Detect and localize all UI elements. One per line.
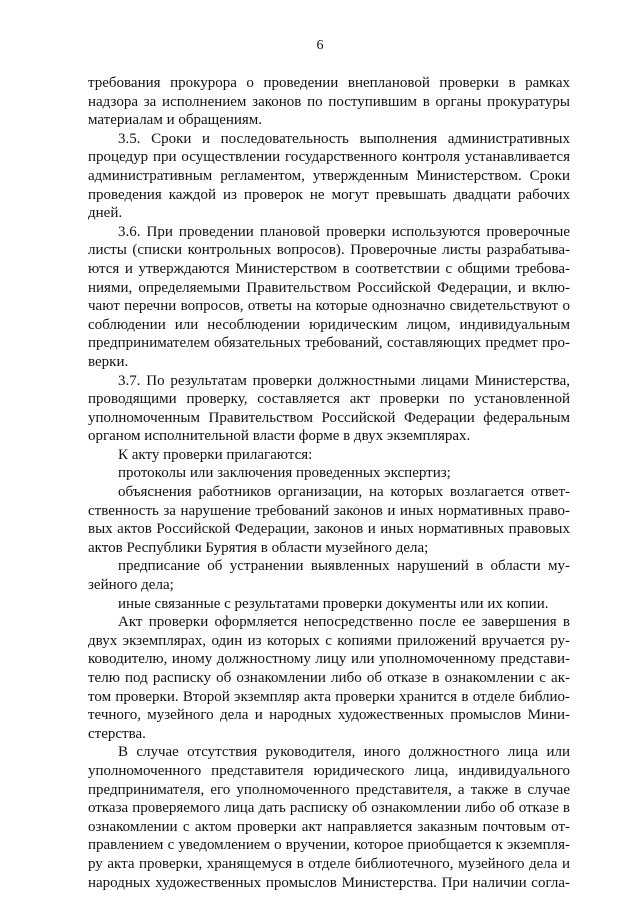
text-line: предписание об устранении выявленных нарушений в области му- (118, 558, 570, 575)
text-line: двух экземплярах, один из которых с копиями приложений вручается ру- (88, 632, 570, 649)
text-line: листы (списки контрольных вопросов). Проверочные листы разрабатыва- (88, 242, 570, 259)
text-line: стерства. (88, 725, 146, 742)
text-line: верки. (88, 353, 129, 370)
text-line: ются и утверждаются Министерством в соответствии с общими требова- (88, 260, 570, 277)
text-line: материалам и обращениям. (88, 112, 263, 129)
text-line: ководителю, иному должностному лицу или уполномоченному представи- (88, 651, 570, 668)
text-line: ниями, определяемыми Правительством Российской Федерации, и вклю- (88, 279, 570, 296)
page-number: 6 (316, 38, 324, 53)
text-line: В случае отсутствия руководителя, иного должностного лица или (118, 744, 570, 761)
text-line: вых актов Российской Федерации, законов и иных нормативных правовых (88, 521, 570, 538)
text-line: проведения каждой из проверок не могут превышать двадцати рабочих (88, 186, 570, 203)
text-line: проводящими проверку, составляется акт проверки по установленной (88, 391, 570, 408)
text-line: народных художественных промыслов Министерства. При наличии согла- (88, 874, 570, 891)
text-line: объяснения работников организации, на которых возлагается ответ- (118, 484, 570, 501)
text-line: телю под расписку об ознакомлении либо об отказе в ознакомлении с ак- (88, 670, 570, 686)
text-line: зейного дела; (88, 577, 174, 594)
text-line: актов Республики Бурятия в области музейного дела; (88, 539, 429, 556)
text-line: 3.7. По результатам проверки должностными лицами Министерства, (118, 372, 570, 389)
text-line: том проверки. Второй экземпляр акта проверки хранится в отделе библио- (88, 688, 570, 705)
text-line: течного, музейного дела и народных художественных промыслов Мини- (88, 707, 570, 724)
text-line: процедур при осуществлении государственного контроля устанавливается (88, 149, 570, 166)
text-line: 3.6. При проведении плановой проверки используются проверочные (118, 223, 570, 240)
text-line: протоколы или заключения проведенных экспертиз; (118, 465, 451, 482)
text-line: 3.5. Сроки и последовательность выполнения административных (118, 130, 570, 147)
text-line: Акт проверки оформляется непосредственно после ее завершения в (118, 614, 570, 631)
text-line: чают перечни вопросов, ответы на которые однозначно свидетельствуют о (88, 298, 570, 315)
text-line: соблюдении или несоблюдении юридическим лицом, индивидуальным (88, 316, 570, 333)
text-line: уполномоченным Правительством Российской Федерации федеральным (88, 409, 570, 426)
text-line: административным регламентом, утвержденным Министерством. Сроки (88, 167, 570, 184)
text-line: требования прокурора о проведении внеплановой проверки в рамках (88, 75, 570, 91)
text-line: иные связанные с результатами проверки документы или их копии. (118, 595, 549, 612)
text-line: ознакомлении с актом проверки акт направляется заказным почтовым от- (88, 818, 570, 835)
text-line: ру акта проверки, хранящемуся в отделе библиотечного, музейного дела и (88, 855, 570, 872)
text-line: ственность за нарушение требований законов и иных нормативных право- (88, 502, 570, 519)
text-line: предпринимателем обязательных требований, составляющих предмет про- (88, 335, 570, 352)
text-line: предпринимателя, его уполномоченного представителя, а также в случае (88, 781, 570, 798)
text-line: надзора за исполнением законов по поступившим в органы прокуратуры (88, 93, 570, 110)
text-line: отказа проверяемого лица дать расписку об ознакомлении либо об отказе в (88, 800, 570, 817)
text-line: правлением с уведомлением о вручении, которое приобщается к экземпля- (88, 837, 570, 854)
document-body (88, 74, 570, 892)
text-line: дней. (88, 205, 123, 222)
text-line: уполномоченного представителя юридического лица, индивидуального (88, 762, 570, 779)
text-line: К акту проверки прилагаются: (118, 446, 313, 463)
text-line: органом исполнительной власти форме в двух экземплярах. (88, 428, 471, 445)
